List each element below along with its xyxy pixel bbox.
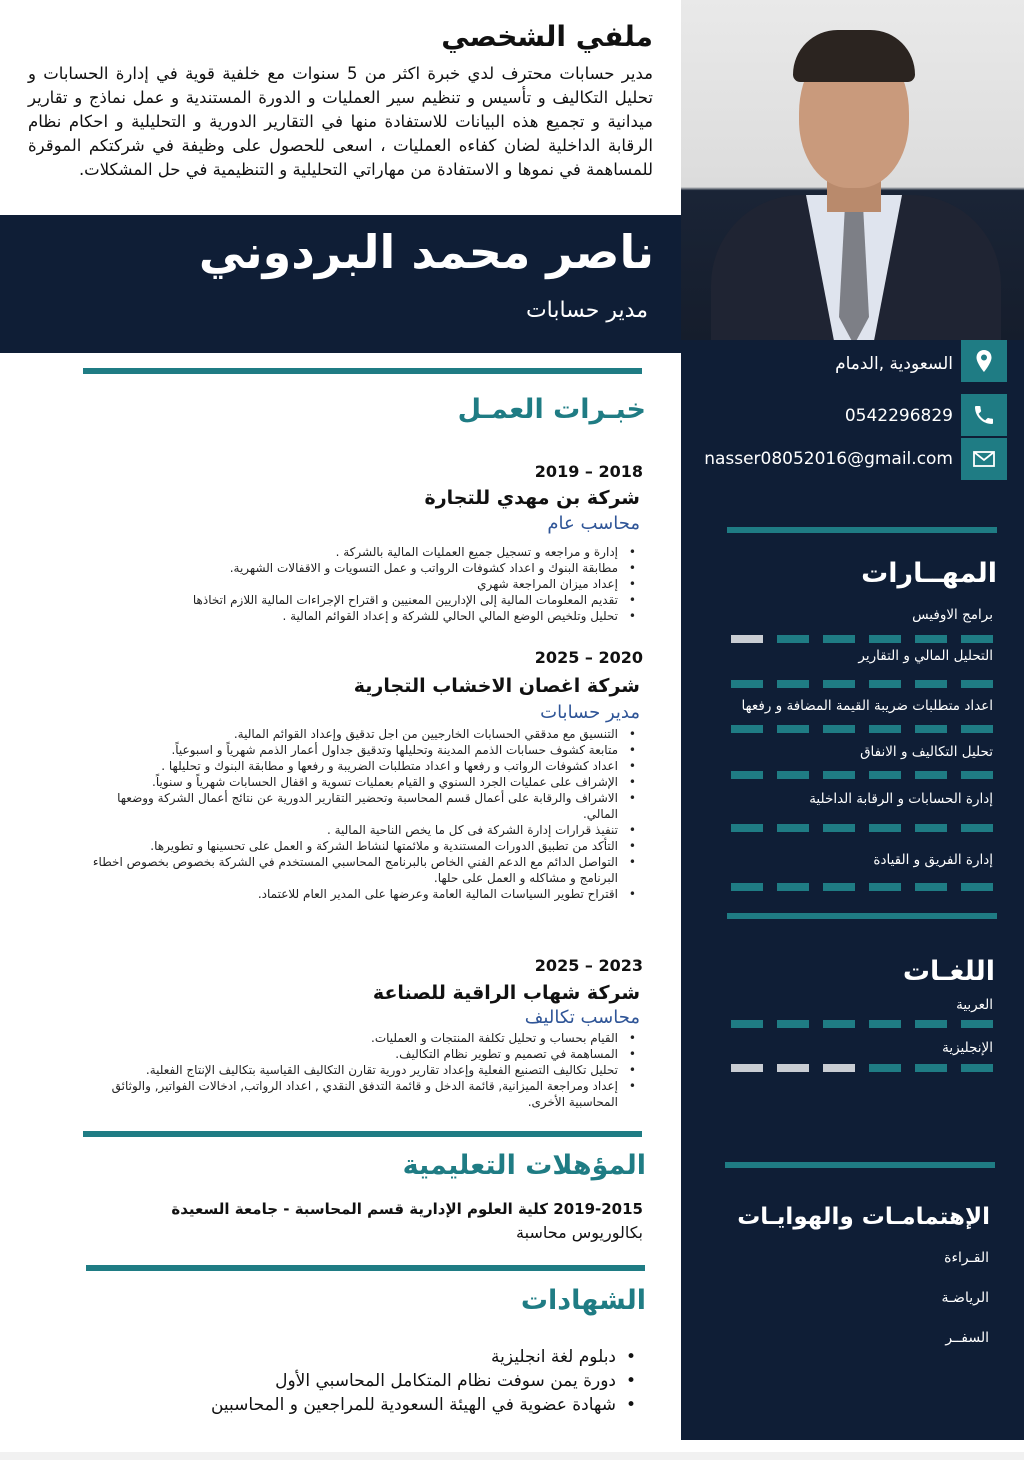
level-segment-filled: [915, 680, 947, 688]
job-position: محاسب تكاليف: [524, 1007, 640, 1028]
duty-item: • إعداد ميزان المراجعة شهري: [100, 576, 640, 592]
duty-item: • تحليل وتلخيص الوضع المالي الحالي للشركة و إعداد القوائم المالية .: [100, 608, 640, 624]
divider: [86, 1265, 645, 1271]
level-segment-filled: [869, 725, 901, 733]
skills-title: المهــارات: [861, 558, 997, 589]
level-segment-filled: [731, 725, 763, 733]
divider: [727, 527, 997, 533]
duty-item: • التواصل الدائم مع الدعم الفني الخاص بالبرنامج المحاسبي المستخدم في الشركة بخصوص بخصوص اخطاء البرنامج و مشاكله و العمل على حلها.: [81, 854, 640, 886]
education-degree: بكالوريوس محاسبة: [516, 1223, 643, 1242]
profile-text: مدير حسابات محترف لدي خبرة اكثر من 5 سنوات مع خلفية قوية في إدارة الحسابات و تحليل التكاليف و تأسيس و تنظيم سير العمليات و الدورة المستندية و عمل نماذج و تقارير ميدانية و تجميع هذه البيانات للاستفادة منها في التقارير الدورية و التحليلية و احكام نظام الرقابة الداخلية لضان كفاءه العمليات ، اسعى للحصول على وظيفة في شركتكم الموقرة للمساهمة في نموها و الاستفادة من مهاراتي التحليلية و التنظيمية في حل المشكلات.: [28, 64, 654, 179]
company-name: شركة اغصان الاخشاب التجارية: [353, 675, 640, 697]
level-segment-filled: [731, 635, 763, 643]
profile-photo: [681, 0, 1024, 340]
duty-item: • المساهمة في تصميم و تطوير نظام التكاليف.: [81, 1046, 640, 1062]
level-segment-filled: [869, 635, 901, 643]
level-segment-filled: [823, 824, 855, 832]
job-years: 2019 – 2018: [534, 462, 643, 481]
skill-label: إدارة الفريق و القيادة: [873, 852, 993, 868]
contact-email[interactable]: nasser08052016@gmail.com: [704, 449, 953, 469]
hobbies-title: الإهتمامـات والهوايـات: [737, 1204, 990, 1230]
job-duties: [81, 1030, 640, 1110]
level-segment-filled: [777, 824, 809, 832]
level-segment-filled: [961, 883, 993, 891]
phone-icon: [961, 394, 1007, 436]
level-segment-filled: [915, 1064, 947, 1072]
level-segment-empty: [777, 1064, 809, 1072]
certificate-item: • شهادة عضوية في الهيئة السعودية للمراجعين و المحاسبين: [211, 1393, 638, 1417]
language-label: الإنجليزية: [942, 1040, 993, 1056]
level-segment-filled: [869, 824, 901, 832]
envelope-icon: [961, 438, 1007, 480]
level-segment-filled: [823, 771, 855, 779]
level-segment-filled: [777, 680, 809, 688]
skill-label: برامج الاوفيس: [912, 607, 993, 623]
level-segment-filled: [961, 771, 993, 779]
level-segment-filled: [823, 680, 855, 688]
level-segment-filled: [915, 771, 947, 779]
skill-level-meter: [731, 883, 993, 891]
level-segment-filled: [961, 1064, 993, 1072]
level-segment-filled: [823, 725, 855, 733]
job-years: 2025 – 2023: [534, 956, 643, 975]
duty-item: • متابعة كشوف حسابات الذمم المدينة وتحليلها وتدقيق جداول أعمار الذمم شهرياً و اسبوعياً.: [81, 742, 640, 758]
level-segment-filled: [869, 883, 901, 891]
duty-item: • التأكد من تطبيق الدورات المستندية و ملائمتها لنشاط الشركة و العمل على تحسينها و تطويرها.: [81, 838, 640, 854]
duty-item: • اعداد كشوفات الرواتب و رفعها و اعداد متطلبات الضريبة و رفعها و مطابقة البنوك و تحليلها .: [81, 758, 640, 774]
skill-level-meter: [731, 771, 993, 779]
level-segment-empty: [731, 1064, 763, 1072]
hobby-item: السفــر: [945, 1330, 989, 1346]
job-years: 2025 – 2020: [534, 648, 643, 667]
job-position: محاسب عام: [547, 513, 640, 534]
hobby-item: الرياضـة: [941, 1290, 989, 1306]
languages-title: اللغـات: [902, 956, 995, 987]
level-segment-filled: [777, 725, 809, 733]
language-level-meter: [731, 1064, 993, 1072]
level-segment-filled: [777, 883, 809, 891]
location-pin-icon: [961, 340, 1007, 382]
level-segment-filled: [777, 635, 809, 643]
level-segment-filled: [777, 1020, 809, 1028]
duty-item: • الإشراف على عمليات الجرد السنوي و القيام بعمليات تسوية و اقفال الحسابات شهرياً و سنوياً.: [81, 774, 640, 790]
level-segment-filled: [961, 1020, 993, 1028]
skill-label: تحليل التكاليف و الانفاق: [860, 744, 993, 760]
level-segment-filled: [961, 824, 993, 832]
level-segment-filled: [915, 1020, 947, 1028]
contact-phone: 0542296829: [844, 406, 953, 426]
skill-label: إدارة الحسابات و الرقابة الداخلية: [809, 791, 993, 807]
level-segment-filled: [869, 771, 901, 779]
education-title: المؤهلات التعليمية: [402, 1150, 646, 1181]
profile-title: ملفي الشخصي: [441, 20, 653, 53]
level-segment-empty: [823, 1064, 855, 1072]
duty-item: • مطابقة البنوك و اعداد كشوفات الرواتب و عمل التسويات و الاقفالات الشهرية.: [100, 560, 640, 576]
level-segment-filled: [777, 771, 809, 779]
duty-item: • اقتراح تطوير السياسات المالية العامة وعرضها على المدير العام للاعتماد.: [81, 886, 640, 902]
job-position: مدير حسابات: [540, 702, 640, 723]
company-name: شركة بن مهدي للتجارة: [424, 487, 640, 509]
hobby-item: القـراءة: [944, 1250, 989, 1266]
divider: [83, 1131, 642, 1137]
certificate-item: • دبلوم لغة انجليزية: [211, 1345, 638, 1369]
job-duties: [81, 726, 640, 902]
divider: [725, 1162, 995, 1168]
level-segment-filled: [915, 635, 947, 643]
level-segment-filled: [731, 771, 763, 779]
job-role: مدير حسابات: [525, 298, 648, 323]
skill-label: اعداد متطلبات ضريبة القيمة المضافة و رفعها: [741, 698, 993, 714]
level-segment-filled: [961, 725, 993, 733]
full-name: ناصر محمد البردوني: [198, 225, 654, 279]
level-segment-filled: [869, 1064, 901, 1072]
duty-item: • تحليل تكاليف التصنيع الفعلية وإعداد تقارير دورية تقارن التكاليف القياسية بتكاليف الإنتاج الفعلية.: [81, 1062, 640, 1078]
level-segment-filled: [915, 725, 947, 733]
skill-level-meter: [731, 824, 993, 832]
experience-title: خبـرات العمـل: [457, 394, 646, 425]
divider: [727, 913, 997, 919]
education-line: 2019-2015 كلية العلوم الإدارية قسم المحاسبة - جامعة السعيدة: [171, 1200, 643, 1218]
skill-level-meter: [731, 635, 993, 643]
level-segment-filled: [915, 824, 947, 832]
duty-item: • إدارة و مراجعه و تسجيل جميع العمليات المالية بالشركة .: [100, 544, 640, 560]
skill-label: التحليل المالي و التقارير: [858, 648, 993, 664]
duty-item: • تنفيذ قرارات إدارة الشركة فى كل ما يخص الناحية المالية .: [81, 822, 640, 838]
duty-item: • الاشراف والرقابة على أعمال قسم المحاسبة وتحضير التقارير الدورية عن نتائج أعمال الشركة ووضعها المالي.: [81, 790, 640, 822]
skill-level-meter: [731, 725, 993, 733]
certificate-item: • دورة يمن سوفت نظام المتكامل المحاسبي الأول: [211, 1369, 638, 1393]
level-segment-filled: [731, 883, 763, 891]
job-duties: [100, 544, 640, 624]
duty-item: • تقديم المعلومات المالية إلى الإداريين المعنيين و اقتراح الإجراءات المالية اللازم اتخاذها: [100, 592, 640, 608]
level-segment-filled: [823, 635, 855, 643]
divider: [83, 368, 642, 374]
level-segment-filled: [823, 883, 855, 891]
level-segment-filled: [731, 1020, 763, 1028]
duty-item: • القيام بحساب و تحليل تكلفة المنتجات و العمليات.: [81, 1030, 640, 1046]
language-level-meter: [731, 1020, 993, 1028]
duty-item: • التنسيق مع مدققي الحسابات الخارجيين من اجل تدقيق وإعداد القوائم المالية.: [81, 726, 640, 742]
company-name: شركة شهاب الراقية للصناعة: [372, 982, 640, 1004]
level-segment-filled: [731, 824, 763, 832]
level-segment-filled: [731, 680, 763, 688]
language-label: العربية: [956, 997, 993, 1013]
level-segment-filled: [961, 680, 993, 688]
level-segment-filled: [823, 1020, 855, 1028]
level-segment-filled: [961, 635, 993, 643]
contact-location: السعودية ,الدمام: [835, 354, 953, 374]
duty-item: • إعداد ومراجعة الميزانية, قائمة الدخل و قائمة التدفق النقدي , اعداد الرواتب, ادخالات الفواتير, والوثائق المحاسبية الأخرى.: [81, 1078, 640, 1110]
certificates-list: [211, 1345, 638, 1417]
level-segment-filled: [915, 883, 947, 891]
certificates-title: الشهادات: [520, 1285, 646, 1316]
level-segment-filled: [869, 1020, 901, 1028]
level-segment-filled: [869, 680, 901, 688]
skill-level-meter: [731, 680, 993, 688]
